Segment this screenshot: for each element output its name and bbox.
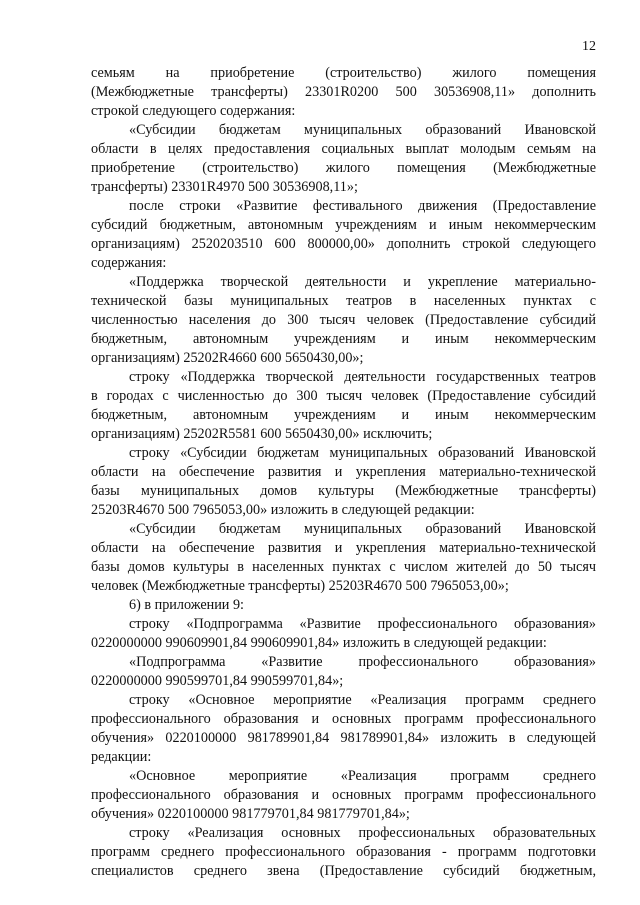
text-line: обучения» 0220100000 981779701,84 981779701,84»; — [91, 806, 410, 822]
text-line: «Субсидии бюджетам муниципальных образований Ивановской — [129, 521, 596, 537]
text-line: 25203R4670 500 7965053,00» изложить в следующей редакции: — [91, 502, 475, 518]
text-line: приобретение (строительство) жилого помещения (Межбюджетные — [91, 160, 596, 176]
text-line: бюджетным, автономным учреждениям и иным некоммерческим — [91, 407, 596, 423]
text-line: программ среднего профессионального образования - программ подготовки — [91, 844, 596, 860]
text-line: в городах с численностью до 300 тысяч человек (Предоставление субсидий — [91, 388, 596, 404]
text-line: 0220000000 990599701,84 990599701,84»; — [91, 673, 344, 689]
text-line: строку «Субсидии бюджетам муниципальных образований Ивановской — [129, 445, 596, 461]
text-line: после строки «Развитие фестивального движения (Предоставление — [129, 198, 596, 214]
page-number: 12 — [582, 39, 596, 54]
text-line: базы домов культуры в населенных пунктах с числом жителей до 50 тысяч — [91, 559, 596, 575]
text-line: численностью населения до 300 тысяч человек (Предоставление субсидий — [91, 312, 596, 328]
text-line: строкой следующего содержания: — [91, 103, 296, 119]
text-line: области в целях предоставления социальных выплат молодым семьям на — [91, 141, 596, 157]
text-line: базы муниципальных домов культуры (Межбюджетные трансферты) — [91, 483, 596, 499]
text-line: бюджетным, автономным учреждениям и иным некоммерческим — [91, 331, 596, 347]
text-line: «Поддержка творческой деятельности и укрепление материально- — [129, 274, 596, 290]
text-line: строку «Реализация основных профессиональных образовательных — [129, 825, 596, 841]
text-line: организациям) 2520203510 600 800000,00» дополнить строкой следующего — [91, 236, 596, 252]
text-line: строку «Поддержка творческой деятельности государственных театров — [129, 369, 596, 385]
text-line: организациям) 25202R4660 600 5650430,00»; — [91, 350, 364, 366]
document-body — [91, 64, 596, 881]
text-line: «Основное мероприятие «Реализация программ среднего — [129, 768, 596, 784]
text-line: субсидий бюджетным, автономным учреждениям и иным некоммерческим — [91, 217, 596, 233]
text-line: человек (Межбюджетные трансферты) 25203R4670 500 7965053,00»; — [91, 578, 509, 594]
text-line: содержания: — [91, 255, 167, 271]
text-line: семьям на приобретение (строительство) жилого помещения — [91, 65, 596, 81]
text-line: организациям) 25202R5581 600 5650430,00» исключить; — [91, 426, 433, 442]
text-line: трансферты) 23301R4970 500 30536908,11»; — [91, 179, 358, 195]
text-line: профессионального образования и основных программ профессионального — [91, 711, 596, 727]
text-line: области на обеспечение развития и укрепления материально-технической — [91, 464, 596, 480]
text-line: специалистов среднего звена (Предоставление субсидий бюджетным, — [91, 863, 596, 879]
text-line: 6) в приложении 9: — [129, 597, 244, 613]
text-line: обучения» 0220100000 981789901,84 981789901,84» изложить в следующей — [91, 730, 596, 746]
text-line: строку «Подпрограмма «Развитие профессионального образования» — [129, 616, 596, 632]
text-line: 0220000000 990609901,84 990609901,84» изложить в следующей редакции: — [91, 635, 547, 651]
text-line: «Подпрограмма «Развитие профессионального образования» — [129, 654, 596, 670]
text-line: (Межбюджетные трансферты) 23301R0200 500 30536908,11» дополнить — [91, 84, 596, 100]
text-line: профессионального образования и основных программ профессионального — [91, 787, 596, 803]
text-line: области на обеспечение развития и укрепления материально-технической — [91, 540, 596, 556]
text-line: редакции: — [91, 749, 152, 765]
text-line: технической базы муниципальных театров в населенных пунктах с — [91, 293, 596, 309]
text-line: строку «Основное мероприятие «Реализация программ среднего — [129, 692, 596, 708]
text-line: «Субсидии бюджетам муниципальных образований Ивановской — [129, 122, 596, 138]
